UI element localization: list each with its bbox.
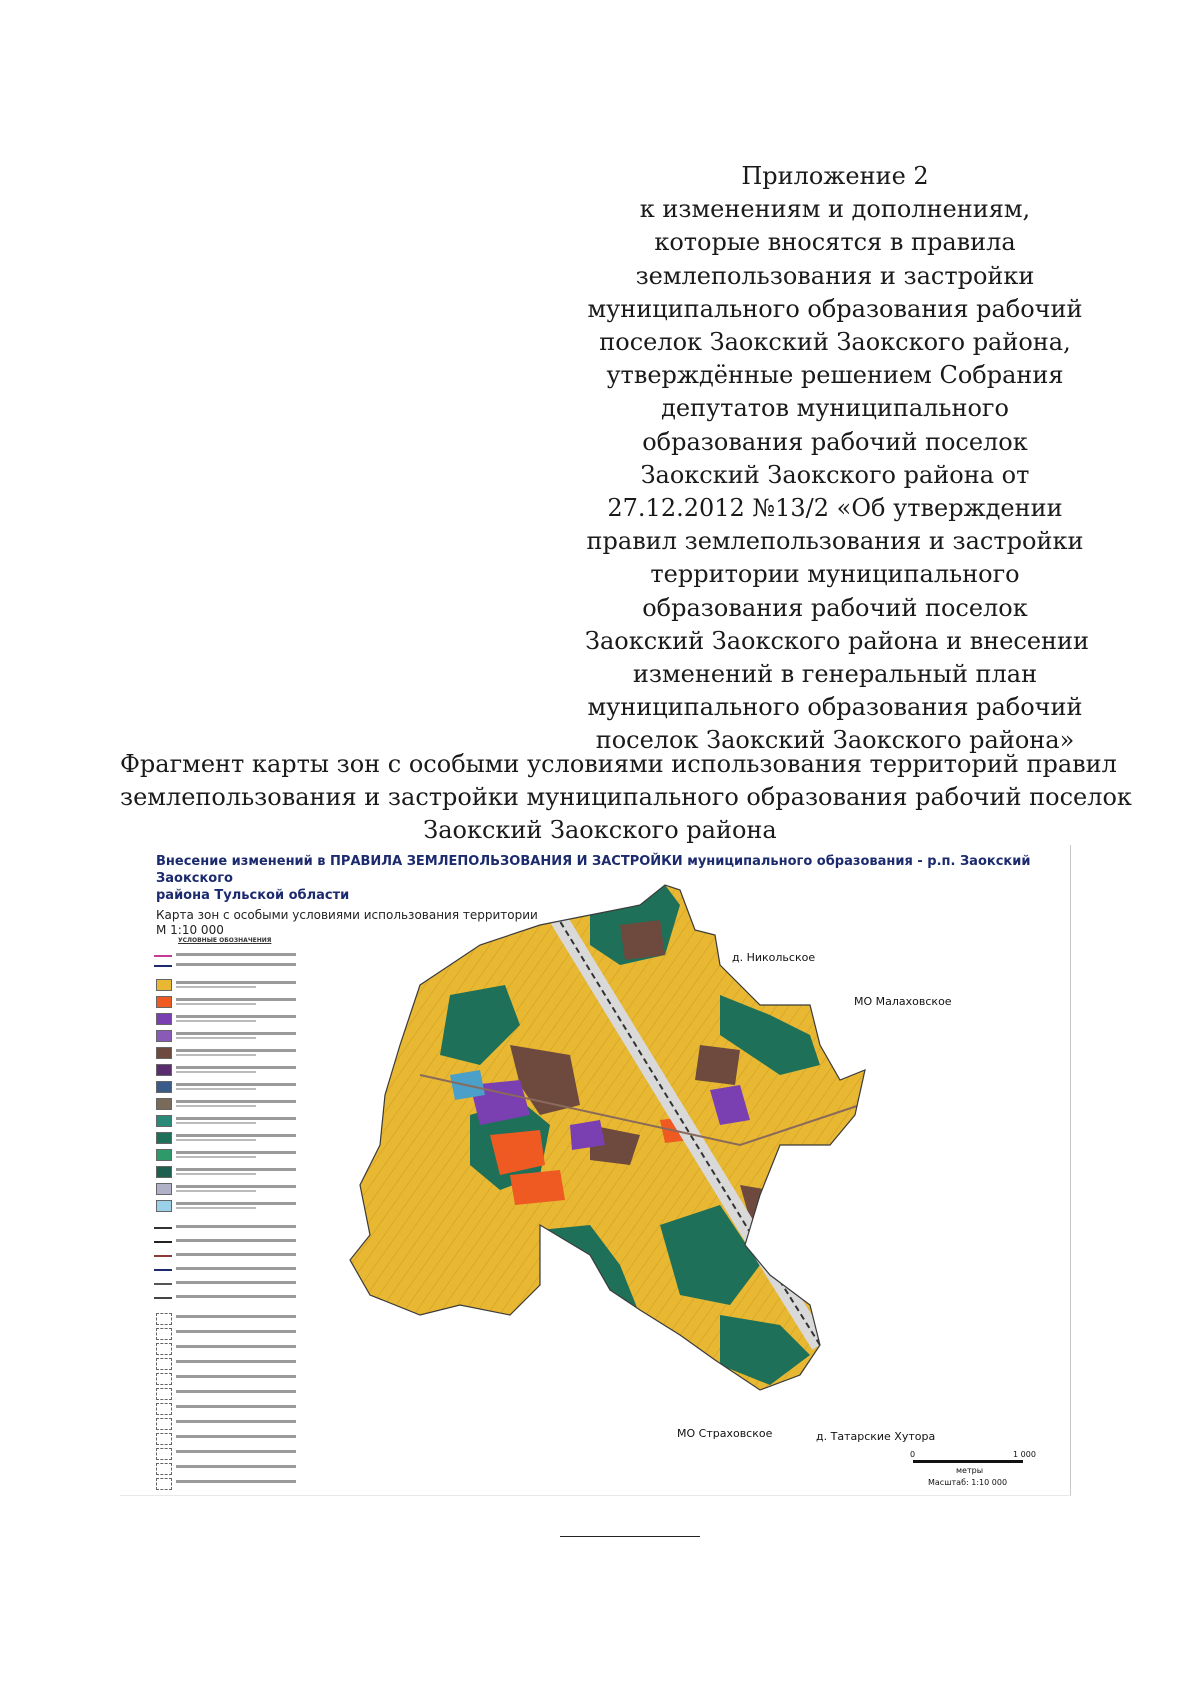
appendix-line: поселок Заокский Заокского района, [599,328,1071,357]
appendix-line: Приложение 2 [741,162,929,190]
fragment-title-line: Заокский Заокского района [423,816,777,844]
appendix-line: территории муниципального [650,560,1020,589]
appendix-line: депутатов муниципального [661,394,1009,423]
appendix-line: Заокский Заокского района и внесении [585,626,1090,655]
appendix-line: правил землепользования и застройки [586,527,1084,556]
appendix-line: землепользования и застройки [635,261,1035,290]
appendix-line: образования рабочий поселок [642,593,1028,622]
appendix-line: изменений в генеральный план [632,660,1038,689]
scale-bar [910,1450,1036,1487]
legend-title: УСЛОВНЫЕ ОБОЗНАЧЕНИЯ [178,937,272,944]
appendix-line: 27.12.2012 №13/2 «Об утверждении [607,494,1063,523]
label-malakhovskoe: МО Малаховское [854,995,952,1008]
bottom-rule [560,1536,700,1537]
scale-bar-line [913,1460,1023,1463]
fragment-title-line: Фрагмент карты зон с особыми условиями использования территорий правил [120,750,1117,778]
appendix-line: поселок Заокский Заокского района» [595,726,1075,755]
map-header-title-cont: района Тульской области [156,888,350,903]
appendix-line: муниципального образования рабочий [587,294,1083,323]
map-scale-line: М 1:10 000 [156,923,224,937]
fragment-title-line: землепользования и застройки муниципального образования рабочий поселок [120,783,1132,811]
scale-zero: 0 [910,1450,916,1459]
label-nikolskoe: д. Никольское [732,951,816,964]
map-subtitle: Карта зон с особыми условиями использования территории [156,908,538,922]
label-strakhovskoe: МО Страховское [677,1427,773,1440]
map-drawing [120,845,1070,1495]
appendix-line: Заокский Заокского района от [640,460,1030,489]
industrial-zone [695,1045,740,1085]
scale-thousand: 1 000 [1013,1450,1036,1459]
commercial-zone [510,1170,565,1205]
appendix-line: образования рабочий поселок [642,427,1028,456]
public-zone [570,1120,605,1150]
appendix-line: утверждённые решением Собрания [606,361,1064,390]
industrial-zone [620,920,665,960]
appendix-header [585,160,1090,758]
zoning-map [120,845,1071,1496]
appendix-line: муниципального образования рабочий [587,693,1083,722]
appendix-line: которые вносятся в правила [654,228,1016,257]
scale-unit: метры [956,1466,984,1475]
scale-caption: Масштаб: 1:10 000 [928,1478,1008,1487]
fragment-title [120,748,1132,847]
map-header-title: Внесение изменений в ПРАВИЛА ЗЕМЛЕПОЛЬЗОВАНИЯ И ЗАСТРОЙКИ муниципального образования - р.п. Заокский Заокского [156,854,1031,886]
appendix-line: к изменениям и дополнениям, [639,195,1031,224]
label-tatarskie-khutora: д. Татарские Хутора [816,1430,936,1443]
